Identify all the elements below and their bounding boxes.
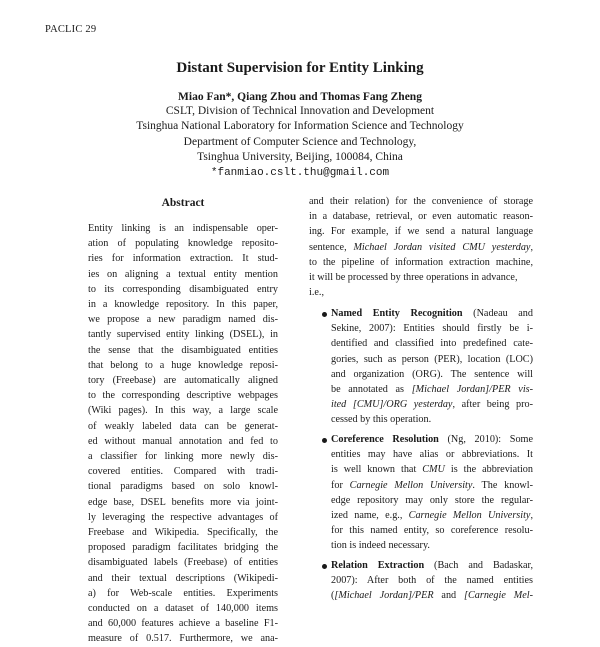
intro-line: ing. For example, if we send a natural language [309,226,533,238]
abstract-line: measure of 0.517. Furthermore, we ana- [88,633,278,645]
paper-title: Distant Supervision for Entity Linking [176,60,424,76]
italic-text: [Michael Jordan]/PER [334,590,434,602]
abstract-line: ed without manual annotation and fed to [88,435,278,447]
abstract-body [88,221,278,647]
bullet-dot-icon [322,312,327,317]
abstract-line: that belong to a huge knowledge reposi- [88,359,278,371]
abstract-line: Freebase and Wikipedia. Specifically, the [88,527,278,539]
bullet-line: is well known that CMU is the abbreviation [331,464,533,476]
abstract-line: we propose a new paradigm named dis- [88,314,278,326]
abstract-line: ies on aligning a textual entity mention [88,268,278,280]
abstract-line: and 60,000 features achieve a baseline F1- [88,618,278,630]
bullet-line: tion is indeed necessary. [331,540,430,552]
author-email: *fanmiao.cslt.thu@gmail.com [210,166,390,179]
bullet-dot-icon [322,564,327,569]
affiliation-line: Tsinghua University, Beijing, 100084, China [197,151,403,164]
abstract-line: of weakly labeled data can be generat- [88,420,278,432]
abstract-line: a classifier for linking more newly dis- [88,451,278,463]
italic-text: [Michael Jordan]/PER vis- [411,384,534,396]
abstract-line: conducted on a dataset of 140,000 items [88,603,278,615]
intro-line: and their relation) for the convenience of storage [309,196,533,207]
bullet-line: edge repository may only store the regular- [331,494,533,506]
abstract-line: and their textual descriptions (Wikipedi- [88,572,278,584]
bullet-line: gories, such as person (PER), location (LOC) [331,353,533,365]
bullet-term: Coreference Resolution [331,434,439,445]
abstract-line: to its corresponding disambiguated entry [88,283,278,295]
italic-text: ited [CMU]/ORG yesterday [331,399,453,411]
bullet-line: ized name, e.g., Carnegie Mellon University, [331,510,533,522]
bullet-term: Relation Extraction [331,560,425,571]
italic-text: Michael Jordan visited CMU yesterday [353,241,531,253]
bullet-line: for this named entity, so coreference resolu- [331,525,533,537]
italic-text: Carnegie Mellon University [408,510,531,522]
abstract-line: in a knowledge repository. In this paper, [88,299,278,311]
bullet-line: ited [CMU]/ORG yesterday, after being pro- [331,399,533,411]
abstract-line: ation of populating knowledge reposito- [88,238,278,250]
bullet-line: and organization (ORG). The sentence will [331,368,533,380]
bullet-dot-icon [322,438,327,443]
bullet-line: for Carnegie Mellon University. The knowl- [331,479,533,491]
bullet-text [331,306,533,428]
bullet-line: Coreference Resolution (Ng, 2010): Some [331,434,533,445]
abstract-line: ries for information extraction. It stud- [88,253,278,265]
abstract-line: tory (Freebase) are automatically aligned [88,375,278,387]
abstract-line: Entity linking is an indispensable oper- [88,223,278,234]
intro-line: i.e., [309,287,324,299]
abstract-line: to the corresponding descriptive webpages [88,390,278,402]
abstract-line: tional paradigms based on solo knowl- [88,481,278,493]
affiliation-line: Department of Computer Science and Technology, [183,135,417,148]
abstract-line: ly leveraging the respective advantages of [88,511,278,523]
bullet-line: entities may have alias or abbreviations. It [331,449,533,461]
intro-line: sentence, Michael Jordan visited CMU yesterday, [309,241,533,253]
paper-authors: Miao Fan*, Qiang Zhou and Thomas Fang Zheng [178,91,422,103]
bullet-term: Named Entity Recognition [331,308,463,319]
bullet-line: Named Entity Recognition (Nadeau and [331,308,533,319]
abstract-line: the sense that the disambiguated entities [88,344,278,356]
bullet-line: cessed by this operation. [331,414,432,426]
italic-text: [Carnegie Mel- [464,590,533,602]
bullet-line: Sekine, 2007): Entities should firstly be i- [331,323,533,335]
abstract-line: disambiguated labels (Freebase) of entities [88,557,278,569]
abstract-heading: Abstract [161,197,205,209]
bullet-line: be annotated as [Michael Jordan]/PER vis- [331,384,534,396]
abstract-line: a) for Web-scale entities. Experiments [88,587,278,599]
bullet-line: 2007): After both of the named entities [331,575,533,587]
right-column-intro [309,194,533,300]
bullet-text [331,432,533,554]
abstract-line: edge base, DSEL benefits more via joint- [88,496,278,508]
affiliation-line: Tsinghua National Laboratory for Information Science and Technology [136,120,464,133]
italic-text: CMU [422,464,445,476]
bullet-line: Relation Extraction (Bach and Badaskar, [331,560,534,571]
abstract-line: tantly supervised entity linking (DSEL), in [88,329,278,341]
venue-header: PACLIC 29 [45,24,97,35]
author-affiliations [0,104,600,181]
bullet-text [331,558,533,604]
abstract-line: covered entities. Compared with tradi- [88,466,278,478]
affiliation-line: CSLT, Division of Technical Innovation and Development [165,105,435,117]
abstract-line: proposed paradigm facilitates bridging the [88,542,278,554]
abstract-line: (Wiki pages). In this way, a large scale [88,405,278,417]
italic-text: Carnegie Mellon University [349,479,473,491]
bullet-line: ([Michael Jordan]/PER and [Carnegie Mel- [331,590,533,602]
intro-line: it will be processed by three operations in advance, [309,272,518,284]
intro-line: to the pipeline of information extraction machine, [309,256,533,268]
bullet-line: dentified and classified into predefined cate- [331,338,533,350]
intro-line: in a database, retrieval, or even automatic reason- [309,211,533,223]
